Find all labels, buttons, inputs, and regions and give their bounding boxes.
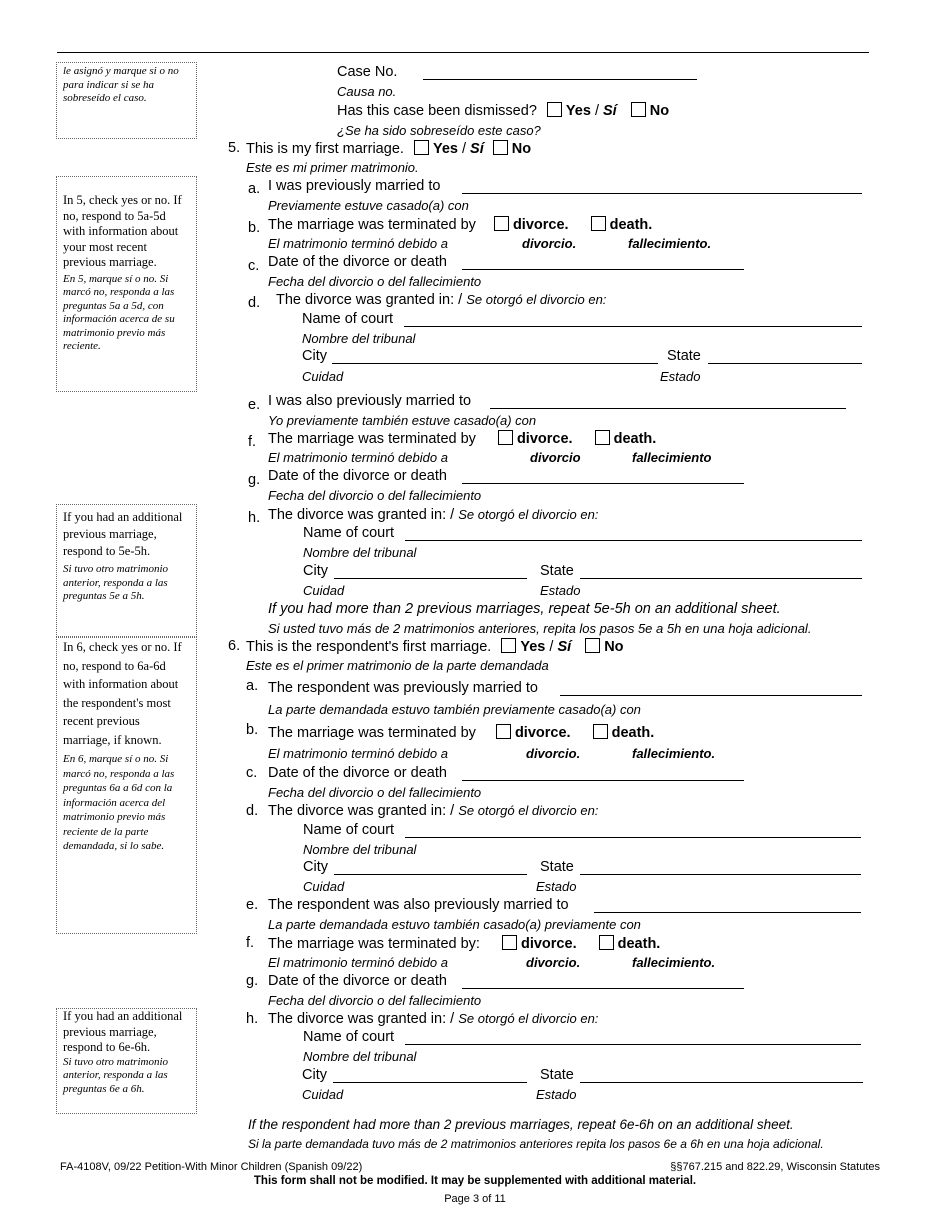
s6-repeat-note: If the respondent had more than 2 previous marriages, repeat 6e-6h on an additional sheet. — [248, 1117, 794, 1132]
s6e-label: The respondent was also previously married to — [268, 897, 569, 913]
s6g-es: Fecha del divorcio o del fallecimiento — [268, 993, 482, 1008]
s5d-court-es: Nombre del tribunal — [302, 331, 416, 346]
s6h-letter: h. — [246, 1011, 259, 1027]
s6b-letter: b. — [246, 722, 259, 738]
s5d-row: The divorce was granted in: / Se otorgó el divorcio en: — [276, 292, 607, 308]
sidenote-6: In 6, check yes or no. If no, respond to 6a-6d with information about the respondent's most recent previous marriage, if known. En 6, marque sí o no. Si marcó no, responda a las preguntas 6a a 6d con la información acerca del matrimonio previo más reciente de la parte demandada, si lo sabe. — [56, 637, 197, 934]
s6d-court-es: Nombre del tribunal — [303, 842, 417, 857]
s5e-letter: e. — [248, 397, 261, 413]
s5b-row: The marriage was terminated by divorce. death. — [268, 217, 653, 233]
s5g-field[interactable] — [462, 483, 744, 484]
s5h-state-es: Estado — [540, 583, 581, 598]
s5f-death-checkbox[interactable] — [595, 430, 610, 445]
s5h-state-field[interactable] — [580, 578, 862, 579]
s6c-field[interactable] — [462, 780, 744, 781]
s5f-es: El matrimonio terminó debido a — [268, 450, 448, 465]
s5d-state-label: State — [667, 348, 701, 364]
s6b-fallecimiento: fallecimiento. — [632, 746, 716, 761]
dismissed-es: ¿Se ha sido sobreseído este caso? — [337, 123, 541, 138]
case-no-field[interactable] — [423, 79, 697, 80]
s6h-city-label: City — [302, 1067, 327, 1083]
s5-repeat-note-es: Si usted tuvo más de 2 matrimonios anteriores, repita los pasos 5e a 5h en una hoja adicional. — [268, 621, 812, 636]
s5b-divorcio: divorcio. — [522, 236, 577, 251]
s5-es: Este es mi primer matrimonio. — [246, 160, 419, 175]
s5e-label: I was also previously married to — [268, 393, 472, 409]
s6b-divorcio: divorcio. — [526, 746, 581, 761]
s6c-letter: c. — [246, 765, 258, 781]
s6d-state-es: Estado — [536, 879, 577, 894]
s5h-city-label: City — [303, 563, 328, 579]
s6f-death-checkbox[interactable] — [599, 935, 614, 950]
s5d-letter: d. — [248, 295, 261, 311]
s5f-letter: f. — [248, 434, 257, 450]
s5f-divorce-checkbox[interactable] — [498, 430, 513, 445]
s5h-state-label: State — [540, 563, 574, 579]
s5h-court-es: Nombre del tribunal — [303, 545, 417, 560]
s6a-field[interactable] — [560, 695, 862, 696]
s6a-label: The respondent was previously married to — [268, 680, 538, 696]
s6h-city-field[interactable] — [333, 1082, 527, 1083]
s5g-es: Fecha del divorcio o del fallecimiento — [268, 488, 482, 503]
s6h-state-label: State — [540, 1067, 574, 1083]
s5d-court-field[interactable] — [404, 326, 862, 327]
top-rule — [57, 52, 869, 53]
s6a-letter: a. — [246, 678, 259, 694]
s6d-court-label: Name of court — [303, 822, 395, 838]
s5d-city-field[interactable] — [332, 363, 658, 364]
s5a-label: I was previously married to — [268, 178, 441, 194]
s6c-label: Date of the divorce or death — [268, 765, 447, 781]
footer-form-id: FA-4108V, 09/22 Petition-With Minor Children (Spanish 09/22) — [60, 1161, 363, 1173]
s6d-state-label: State — [540, 859, 574, 875]
dismissed-no-checkbox[interactable] — [631, 102, 646, 117]
s5-no-checkbox[interactable] — [493, 140, 508, 155]
s5f-fallecimiento: fallecimiento — [632, 450, 712, 465]
s6h-city-es: Cuidad — [302, 1087, 344, 1102]
s5d-state-field[interactable] — [708, 363, 862, 364]
s5a-es: Previamente estuve casado(a) con — [268, 198, 469, 213]
sidenote-5e: If you had an additional previous marriage, respond to 5e-5h. Si tuvo otro matrimonio anterior, responda a las preguntas 5e a 5h. — [56, 504, 197, 637]
s6d-city-field[interactable] — [334, 874, 527, 875]
s6h-court-label: Name of court — [303, 1029, 395, 1045]
footer-notice: This form shall not be modified. It may be supplemented with additional material. — [253, 1175, 697, 1187]
dismissed-row: Has this case been dismissed? Yes / Sí No — [337, 103, 670, 119]
s6d-court-field[interactable] — [405, 837, 861, 838]
s6h-court-field[interactable] — [405, 1044, 861, 1045]
s6d-letter: d. — [246, 803, 259, 819]
case-no-label: Case No. — [337, 64, 398, 80]
s5d-state-es: Estado — [660, 369, 701, 384]
s6a-es: La parte demandada estuvo también previamente casado(a) con — [268, 702, 641, 717]
s5h-city-es: Cuidad — [303, 583, 345, 598]
s6b-row: The marriage was terminated by divorce. death. — [268, 725, 655, 741]
s5b-letter: b. — [248, 220, 261, 236]
s6g-letter: g. — [246, 973, 259, 989]
s6g-label: Date of the divorce or death — [268, 973, 447, 989]
s5c-letter: c. — [248, 258, 260, 274]
s5b-fallecimiento: fallecimiento. — [628, 236, 712, 251]
s5g-letter: g. — [248, 472, 261, 488]
s5h-city-field[interactable] — [334, 578, 527, 579]
s6h-state-es: Estado — [536, 1087, 577, 1102]
s5e-es: Yo previamente también estuve casado(a) con — [268, 413, 537, 428]
s6-question: This is the respondent's first marriage. Yes / Sí No — [246, 639, 624, 655]
s6-number: 6. — [228, 638, 241, 654]
s6d-city-label: City — [303, 859, 328, 875]
s5a-field[interactable] — [462, 193, 862, 194]
s5b-es: El matrimonio terminó debido a — [268, 236, 448, 251]
s5f-divorcio: divorcio — [530, 450, 581, 465]
s5g-label: Date of the divorce or death — [268, 468, 447, 484]
s6h-row: The divorce was granted in: / Se otorgó el divorcio en: — [268, 1011, 599, 1027]
s5-number: 5. — [228, 140, 241, 156]
footer-statutes: §§767.215 and 822.29, Wisconsin Statutes — [670, 1161, 880, 1173]
s6-no-checkbox[interactable] — [585, 638, 600, 653]
s6f-es: El matrimonio terminó debido a — [268, 955, 448, 970]
s5h-row: The divorce was granted in: / Se otorgó el divorcio en: — [268, 507, 599, 523]
sidenote-6e: If you had an additional previous marriage, respond to 6e-6h. Si tuvo otro matrimonio anterior, responda a las preguntas 6e a 6h. — [56, 1008, 197, 1114]
s5c-label: Date of the divorce or death — [268, 254, 447, 270]
s6h-court-es: Nombre del tribunal — [303, 1049, 417, 1064]
s5h-court-label: Name of court — [303, 525, 395, 541]
s6-es: Este es el primer matrimonio de la parte demandada — [246, 658, 549, 673]
sidenote-case: le asignó y marque si o no para indicar si se ha sobreseído el caso. — [56, 62, 197, 139]
s6d-state-field[interactable] — [580, 874, 861, 875]
s5h-court-field[interactable] — [405, 540, 862, 541]
s5d-city-es: Cuidad — [302, 369, 344, 384]
s6e-letter: e. — [246, 897, 259, 913]
s6e-field[interactable] — [594, 912, 861, 913]
s6g-field[interactable] — [462, 988, 744, 989]
s6f-divorce-checkbox[interactable] — [502, 935, 517, 950]
s5e-field[interactable] — [490, 408, 846, 409]
s5a-letter: a. — [248, 181, 261, 197]
s6h-state-field[interactable] — [580, 1082, 863, 1083]
s6d-row: The divorce was granted in: / Se otorgó el divorcio en: — [268, 803, 599, 819]
s6f-letter: f. — [246, 935, 255, 951]
s6b-divorce-checkbox[interactable] — [496, 724, 511, 739]
s5b-divorce-checkbox[interactable] — [494, 216, 509, 231]
s5-repeat-note: If you had more than 2 previous marriages, repeat 5e-5h on an additional sheet. — [268, 601, 781, 617]
dismissed-yes-checkbox[interactable] — [547, 102, 562, 117]
s6d-city-es: Cuidad — [303, 879, 345, 894]
s5f-row: The marriage was terminated by divorce. death. — [268, 431, 657, 447]
s5-yes-checkbox[interactable] — [414, 140, 429, 155]
s6e-es: La parte demandada estuvo también casado(a) previamente con — [268, 917, 641, 932]
s5c-field[interactable] — [462, 269, 744, 270]
footer-page-number: Page 3 of 11 — [444, 1193, 506, 1205]
s6b-es: El matrimonio terminó debido a — [268, 746, 448, 761]
s5c-es: Fecha del divorcio o del fallecimiento — [268, 274, 482, 289]
s6f-fallecimiento: fallecimiento. — [632, 955, 716, 970]
s6f-divorcio: divorcio. — [526, 955, 581, 970]
s6-yes-checkbox[interactable] — [501, 638, 516, 653]
s6f-row: The marriage was terminated by: divorce. death. — [268, 936, 661, 952]
s5d-city-label: City — [302, 348, 327, 364]
s6c-es: Fecha del divorcio o del fallecimiento — [268, 785, 482, 800]
s5d-court-label: Name of court — [302, 311, 394, 327]
s6b-death-checkbox[interactable] — [593, 724, 608, 739]
sidenote-5: In 5, check yes or no. If no, respond to 5a-5d with information about your most recent previous marriage. En 5, marque sí o no. Si marcó no, responda a las preguntas 5a a 5d, con información acerca de su matrimonio previo más reciente. — [56, 176, 197, 392]
s5-question: This is my first marriage. Yes / Sí No — [246, 141, 532, 157]
s5h-letter: h. — [248, 510, 261, 526]
s6-repeat-note-es: Si la parte demandada tuvo más de 2 matrimonios anteriores repita los pasos 6e a 6h en una hoja adicional. — [248, 1137, 824, 1151]
s5b-death-checkbox[interactable] — [591, 216, 606, 231]
causa-label: Causa no. — [337, 84, 397, 99]
